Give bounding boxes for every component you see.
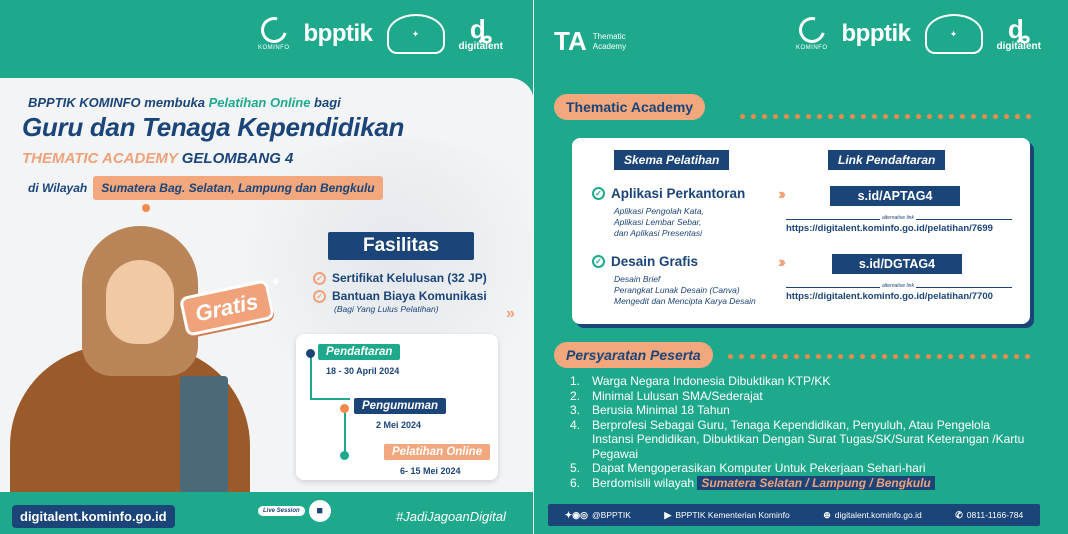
list-item: 4. Berprofesi Sebagai Guru, Tenaga Kependidikan, Penyuluh, Atau Pengelola Instansi Pendidikan, Dibuktikan Dengan Surat Tugas/SK/Surat Keterangan /Kartu Pegawai (570, 417, 1025, 461)
timeline-card (296, 334, 498, 480)
short-link[interactable]: s.id/APTAG4 (830, 186, 960, 206)
scheme-description: Aplikasi Pengolah Kata, Aplikasi Lembar Sebar, dan Aplikasi Presentasi (614, 206, 704, 238)
bpptik-logo: bpptik (303, 20, 373, 47)
facility-item: ✓ Bantuan Biaya Komunikasi (313, 289, 487, 303)
scheme-card (572, 138, 1030, 324)
list-item: 2. Minimal Lulusan SMA/Sederajat (570, 388, 763, 403)
column-header: Link Pendaftaran (828, 150, 945, 170)
list-item: 6. Berdomisili wilayah Sumatera Selatan / Lampung / Bengkulu (570, 476, 1030, 491)
digitalent-logo: ȡ digitalent (458, 13, 503, 52)
timeline-date: 6- 15 Mei 2024 (400, 466, 461, 476)
alt-link-label: alternative link (882, 283, 914, 289)
site-tag[interactable]: digitalent.kominfo.go.id (12, 505, 175, 528)
crest-logo: ✦ (925, 14, 983, 54)
list-item: 5. Dapat Mengoperasikan Komputer Untuk Pekerjaan Sehari-hari (570, 461, 926, 475)
check-icon: ✓ (592, 255, 605, 268)
footer-bar (548, 504, 1040, 526)
kominfo-logo: KOMINFO (258, 17, 290, 51)
orange-dot (142, 204, 150, 212)
intro-text: BPPTIK KOMINFO membuka Pelatihan Online bagi (28, 95, 341, 110)
requirements-list (570, 374, 1030, 490)
video-camera-icon: ■ (309, 500, 331, 522)
gratis-badge: Gratis (179, 279, 275, 337)
timeline-label: Pelatihan Online (384, 444, 490, 460)
logo-row-left (258, 14, 503, 54)
wave-title: THEMATIC ACADEMY GELOMBANG 4 (22, 150, 294, 167)
timeline-label: Pendaftaran (318, 344, 400, 360)
region-line: di Wilayah Sumatera Bag. Selatan, Lampung dan Bengkulu (28, 176, 383, 200)
ta-logo: TA Thematic Academy (554, 26, 627, 56)
crest-logo: ✦ (387, 14, 445, 54)
alt-link-label: alternative link (882, 215, 914, 221)
kominfo-logo: KOMINFO (796, 17, 828, 51)
list-item: 3. Berusia Minimal 18 Tahun (570, 403, 730, 417)
arrows-right-icon: ››› (778, 254, 782, 271)
youtube-icon: ▶ (664, 509, 672, 520)
bpptik-logo: bpptik (841, 20, 911, 47)
check-icon: ✓ (313, 290, 326, 303)
section-title: Thematic Academy (554, 94, 705, 120)
region-pill: Sumatera Bag. Selatan, Lampung dan Bengkulu (93, 176, 382, 200)
digitalent-logo: ȡ digitalent (996, 13, 1041, 52)
headline: Guru dan Tenaga Kependidikan (22, 112, 405, 142)
check-icon: ✓ (313, 272, 326, 285)
fasilitas-title: Fasilitas (328, 232, 474, 260)
live-session: Live Session ■ (258, 500, 331, 522)
long-link[interactable]: https://digitalent.kominfo.go.id/pelatihan/7700 (786, 291, 993, 302)
timeline-dot (306, 349, 315, 358)
whatsapp-icon: ✆ (955, 509, 963, 520)
social-icons: ✦◉◎ (564, 509, 589, 520)
youtube-channel[interactable]: ▶ BPPTIK Kementerian Kominfo (664, 509, 790, 520)
scheme-description: Desain Brief Perangkat Lunak Desain (Canva) Mengedit dan Mencipta Karya Desain (614, 274, 756, 306)
short-link[interactable]: s.id/DGTAG4 (832, 254, 962, 274)
scheme-name: ✓ Aplikasi Perkantoran (592, 186, 745, 201)
social-handle[interactable]: ✦◉◎ @BPPTIK (564, 509, 631, 520)
spark-icon: ✦ (270, 274, 282, 290)
logo-row-right (796, 14, 1041, 54)
long-link[interactable]: https://digitalent.kominfo.go.id/pelatihan/7699 (786, 223, 993, 234)
globe-icon: ⊕ (823, 509, 831, 520)
left-content-card (0, 78, 534, 534)
hashtag: #JadiJagoanDigital (396, 509, 506, 524)
timeline-date: 2 Mei 2024 (376, 420, 422, 430)
website[interactable]: ⊕ digitalent.kominfo.go.id (823, 509, 922, 520)
chevron-right-icon: » (506, 305, 515, 322)
column-header: Skema Pelatihan (614, 150, 729, 170)
facility-note: (Bagi Yang Lulus Pelatihan) (334, 304, 439, 314)
region-highlight: Sumatera Selatan / Lampung / Bengkulu (697, 476, 934, 490)
dotted-line (740, 114, 1031, 119)
timeline-dot (340, 404, 349, 413)
dotted-line (728, 354, 1030, 359)
timeline-dot (340, 451, 349, 460)
requirements-title: Persyaratan Peserta (554, 342, 713, 368)
arrows-right-icon: ››› (778, 186, 782, 203)
timeline-date: 18 - 30 April 2024 (326, 366, 400, 376)
timeline-label: Pengumuman (354, 398, 446, 414)
whatsapp[interactable]: ✆ 0811-1166-784 (955, 509, 1024, 520)
facility-item: ✓ Sertifikat Kelulusan (32 JP) (313, 271, 487, 285)
list-item: 1. Warga Negara Indonesia Dibuktikan KTP/KK (570, 374, 831, 388)
scheme-name: ✓ Desain Grafis (592, 254, 698, 269)
check-icon: ✓ (592, 187, 605, 200)
woman-illustration (10, 226, 250, 534)
